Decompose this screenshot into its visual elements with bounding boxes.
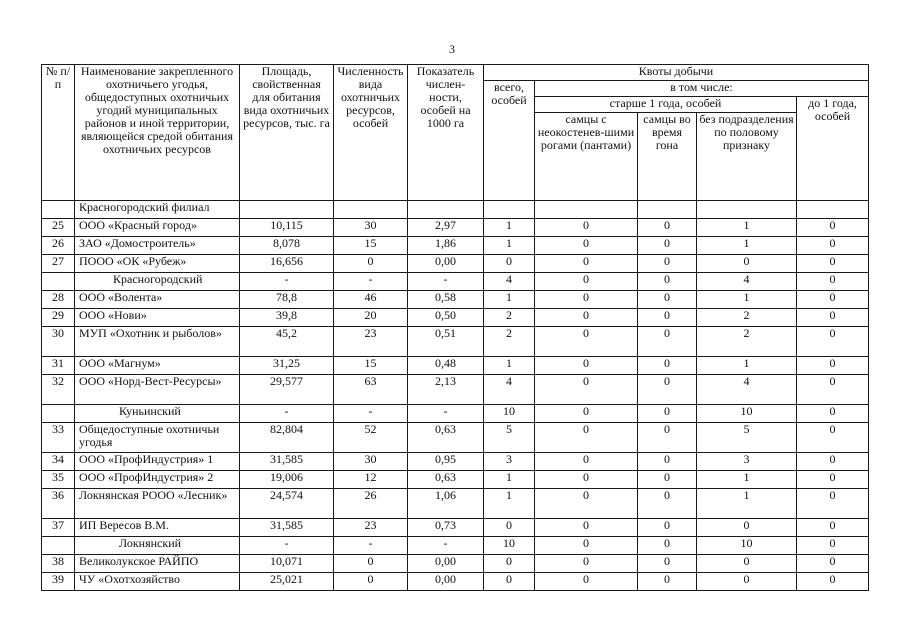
row-name: ООО «Норд-Вест-Ресурсы» (75, 375, 240, 405)
row-males-antlers: 0 (535, 273, 638, 291)
row-males-antlers: 0 (535, 519, 638, 537)
header-under1: до 1 года, особей (797, 97, 869, 201)
row-under1: 0 (797, 219, 869, 237)
row-under1: 0 (797, 273, 869, 291)
row-number: 33 (42, 423, 75, 453)
subtotal-row (42, 273, 869, 291)
row-area: 25,021 (240, 573, 334, 591)
row-population: 12 (334, 471, 408, 489)
row-area: - (240, 405, 334, 423)
row-area: 82,804 (240, 423, 334, 453)
row-under1: 0 (797, 573, 869, 591)
row-density: 0,50 (408, 309, 484, 327)
row-area: 19,006 (240, 471, 334, 489)
row-males-rut: 0 (638, 453, 697, 471)
row-males-rut: 0 (638, 255, 697, 273)
row-no-sex: 2 (697, 309, 797, 327)
row-name: ООО «Красный город» (75, 219, 240, 237)
row-area: - (240, 537, 334, 555)
row-males-antlers: 0 (535, 405, 638, 423)
row-under1: 0 (797, 405, 869, 423)
table-row (42, 519, 869, 537)
subtotal-row (42, 537, 869, 555)
row-density: 0,63 (408, 471, 484, 489)
header-quotas: Квоты добычи (484, 65, 869, 81)
row-no-sex: 0 (697, 255, 797, 273)
header-including: в том числе: (535, 81, 869, 97)
row-population: 20 (334, 309, 408, 327)
row-population: 15 (334, 237, 408, 255)
row-population: - (334, 273, 408, 291)
row-name: ООО «ПрофИндустрия» 1 (75, 453, 240, 471)
row-males-rut: 0 (638, 375, 697, 405)
row-total: 1 (484, 357, 535, 375)
section-row (42, 201, 869, 219)
row-males-antlers: 0 (535, 471, 638, 489)
header-area: Площадь, свойственная для обитания вида охотничьих ресурсов, тыс. га (240, 65, 334, 201)
row-population: 0 (334, 255, 408, 273)
row-under1: 0 (797, 489, 869, 519)
row-density: 0,00 (408, 255, 484, 273)
row-no-sex: 0 (697, 573, 797, 591)
row-density: - (408, 405, 484, 423)
table-row (42, 327, 869, 357)
row-number: 36 (42, 489, 75, 519)
row-population: 63 (334, 375, 408, 405)
row-number (42, 405, 75, 423)
row-area: 45,2 (240, 327, 334, 357)
row-number: 38 (42, 555, 75, 573)
row-under1: 0 (797, 255, 869, 273)
row-density: 0,58 (408, 291, 484, 309)
table-row (42, 219, 869, 237)
row-name: Куньинский (75, 405, 240, 423)
row-no-sex: 1 (697, 357, 797, 375)
row-males-rut: 0 (638, 219, 697, 237)
row-males-rut: 0 (638, 237, 697, 255)
row-males-rut: 0 (638, 519, 697, 537)
row-total: 3 (484, 453, 535, 471)
row-total: 1 (484, 237, 535, 255)
row-population: 0 (334, 573, 408, 591)
row-name: ООО «Нови» (75, 309, 240, 327)
row-no-sex: 5 (697, 423, 797, 453)
row-density: 0,48 (408, 357, 484, 375)
row-males-antlers: 0 (535, 255, 638, 273)
row-area: 16,656 (240, 255, 334, 273)
row-total: 0 (484, 255, 535, 273)
row-under1: 0 (797, 537, 869, 555)
header-number: № п/п (42, 65, 75, 201)
row-area: 31,585 (240, 519, 334, 537)
row-total: 10 (484, 405, 535, 423)
table-row (42, 471, 869, 489)
row-males-antlers: 0 (535, 573, 638, 591)
row-density: 0,00 (408, 573, 484, 591)
row-density: 1,06 (408, 489, 484, 519)
row-males-rut: 0 (638, 537, 697, 555)
header-no-sex: без подразделения по половому признаку (697, 113, 797, 201)
header-population: Численность вида охотничьих ресурсов, особей (334, 65, 408, 201)
table-row (42, 555, 869, 573)
table-row (42, 309, 869, 327)
row-name: Красногородский (75, 273, 240, 291)
row-number: 27 (42, 255, 75, 273)
row-total: 2 (484, 327, 535, 357)
row-density: 2,97 (408, 219, 484, 237)
row-males-rut: 0 (638, 471, 697, 489)
row-no-sex: 4 (697, 375, 797, 405)
row-name: ИП Вересов В.М. (75, 519, 240, 537)
row-density: - (408, 273, 484, 291)
row-name: МУП «Охотник и рыболов» (75, 327, 240, 357)
row-under1: 0 (797, 375, 869, 405)
row-total: 4 (484, 273, 535, 291)
row-no-sex: 0 (697, 555, 797, 573)
row-number: 26 (42, 237, 75, 255)
row-population: - (334, 405, 408, 423)
row-males-rut: 0 (638, 489, 697, 519)
row-name: Локнянский (75, 537, 240, 555)
table-row (42, 291, 869, 309)
row-under1: 0 (797, 555, 869, 573)
row-no-sex: 2 (697, 327, 797, 357)
row-number: 32 (42, 375, 75, 405)
row-no-sex: 1 (697, 489, 797, 519)
quota-table (41, 64, 869, 591)
row-population: 0 (334, 555, 408, 573)
row-population: - (334, 537, 408, 555)
row-density: 0,51 (408, 327, 484, 357)
row-number (42, 537, 75, 555)
row-area: 8,078 (240, 237, 334, 255)
row-males-antlers: 0 (535, 375, 638, 405)
row-under1: 0 (797, 237, 869, 255)
table-row (42, 489, 869, 519)
header-density: Показатель числен-ности, особей на 1000 га (408, 65, 484, 201)
row-area: 31,585 (240, 453, 334, 471)
row-under1: 0 (797, 309, 869, 327)
row-number: 37 (42, 519, 75, 537)
row-area: 10,071 (240, 555, 334, 573)
header-males-rut: самцы во время гона (638, 113, 697, 201)
row-number: 25 (42, 219, 75, 237)
row-males-rut: 0 (638, 357, 697, 375)
row-total: 1 (484, 489, 535, 519)
row-name: Локнянская РОOO «Лесник» (75, 489, 240, 519)
row-number: 39 (42, 573, 75, 591)
row-name: ЗАО «Домостроитель» (75, 237, 240, 255)
row-total: 10 (484, 537, 535, 555)
row-no-sex: 1 (697, 237, 797, 255)
row-no-sex: 1 (697, 291, 797, 309)
row-name: ООО «Магнум» (75, 357, 240, 375)
row-area: 10,115 (240, 219, 334, 237)
row-under1: 0 (797, 291, 869, 309)
table-row (42, 375, 869, 405)
row-males-antlers: 0 (535, 555, 638, 573)
row-total: 0 (484, 555, 535, 573)
row-area: 78,8 (240, 291, 334, 309)
table-row (42, 237, 869, 255)
row-number: 31 (42, 357, 75, 375)
row-density: 2,13 (408, 375, 484, 405)
row-area: - (240, 273, 334, 291)
row-name: ООО «ПрофИндустрия» 2 (75, 471, 240, 489)
table-row (42, 423, 869, 453)
row-name: ПООО «ОК «Рубеж» (75, 255, 240, 273)
row-no-sex: 3 (697, 453, 797, 471)
row-number (42, 273, 75, 291)
row-density: 0,63 (408, 423, 484, 453)
row-no-sex: 4 (697, 273, 797, 291)
row-no-sex: 1 (697, 471, 797, 489)
page-number: 3 (449, 42, 455, 56)
header-name: Наименование закрепленного охотничьего угодья, общедоступных охотничьих угодий муниципальных районов и иной территории, являющейся средой обитания охотничьих ресурсов (75, 65, 240, 201)
row-total: 0 (484, 573, 535, 591)
row-males-antlers: 0 (535, 309, 638, 327)
row-population: 23 (334, 519, 408, 537)
row-density: 1,86 (408, 237, 484, 255)
table-row (42, 357, 869, 375)
row-name: ООО «Волента» (75, 291, 240, 309)
row-no-sex: 0 (697, 519, 797, 537)
row-density: 0,00 (408, 555, 484, 573)
row-population: 52 (334, 423, 408, 453)
row-males-antlers: 0 (535, 423, 638, 453)
row-total: 1 (484, 291, 535, 309)
row-total: 1 (484, 219, 535, 237)
header-older: старше 1 года, особей (535, 97, 797, 113)
row-density: - (408, 537, 484, 555)
row-total: 2 (484, 309, 535, 327)
row-males-rut: 0 (638, 423, 697, 453)
row-area: 39,8 (240, 309, 334, 327)
row-population: 26 (334, 489, 408, 519)
row-no-sex: 10 (697, 405, 797, 423)
row-number: 30 (42, 327, 75, 357)
row-males-rut: 0 (638, 327, 697, 357)
row-males-antlers: 0 (535, 327, 638, 357)
table-row (42, 255, 869, 273)
row-no-sex: 1 (697, 219, 797, 237)
row-males-antlers: 0 (535, 453, 638, 471)
row-total: 4 (484, 375, 535, 405)
row-number: 28 (42, 291, 75, 309)
table-row (42, 453, 869, 471)
row-under1: 0 (797, 453, 869, 471)
row-males-rut: 0 (638, 291, 697, 309)
row-males-rut: 0 (638, 309, 697, 327)
row-population: 46 (334, 291, 408, 309)
row-number: 34 (42, 453, 75, 471)
row-under1: 0 (797, 423, 869, 453)
row-males-antlers: 0 (535, 237, 638, 255)
row-number: 29 (42, 309, 75, 327)
row-name: Общедоступные охотничьи угодья (75, 423, 240, 453)
row-males-antlers: 0 (535, 219, 638, 237)
row-density: 0,95 (408, 453, 484, 471)
row-males-antlers: 0 (535, 357, 638, 375)
header-males-antlers: самцы с неокостенев-шими рогами (пантами) (535, 113, 638, 201)
row-name: Великолукское РАЙПО (75, 555, 240, 573)
row-males-antlers: 0 (535, 489, 638, 519)
row-males-rut: 0 (638, 405, 697, 423)
row-population: 30 (334, 453, 408, 471)
row-name: ЧУ «Охотхозяйство (75, 573, 240, 591)
header-total: всего, особей (484, 81, 535, 201)
row-males-antlers: 0 (535, 537, 638, 555)
row-population: 30 (334, 219, 408, 237)
row-population: 23 (334, 327, 408, 357)
row-area: 24,574 (240, 489, 334, 519)
row-total: 1 (484, 471, 535, 489)
row-males-rut: 0 (638, 273, 697, 291)
row-under1: 0 (797, 471, 869, 489)
subtotal-row (42, 405, 869, 423)
row-under1: 0 (797, 327, 869, 357)
row-number: 35 (42, 471, 75, 489)
row-density: 0,73 (408, 519, 484, 537)
section-title: Красногородский филиал (75, 201, 240, 219)
row-males-rut: 0 (638, 555, 697, 573)
row-under1: 0 (797, 357, 869, 375)
row-males-rut: 0 (638, 573, 697, 591)
row-no-sex: 10 (697, 537, 797, 555)
row-area: 31,25 (240, 357, 334, 375)
row-area: 29,577 (240, 375, 334, 405)
row-males-antlers: 0 (535, 291, 638, 309)
row-under1: 0 (797, 519, 869, 537)
row-total: 5 (484, 423, 535, 453)
row-total: 0 (484, 519, 535, 537)
table-row (42, 573, 869, 591)
row-population: 15 (334, 357, 408, 375)
